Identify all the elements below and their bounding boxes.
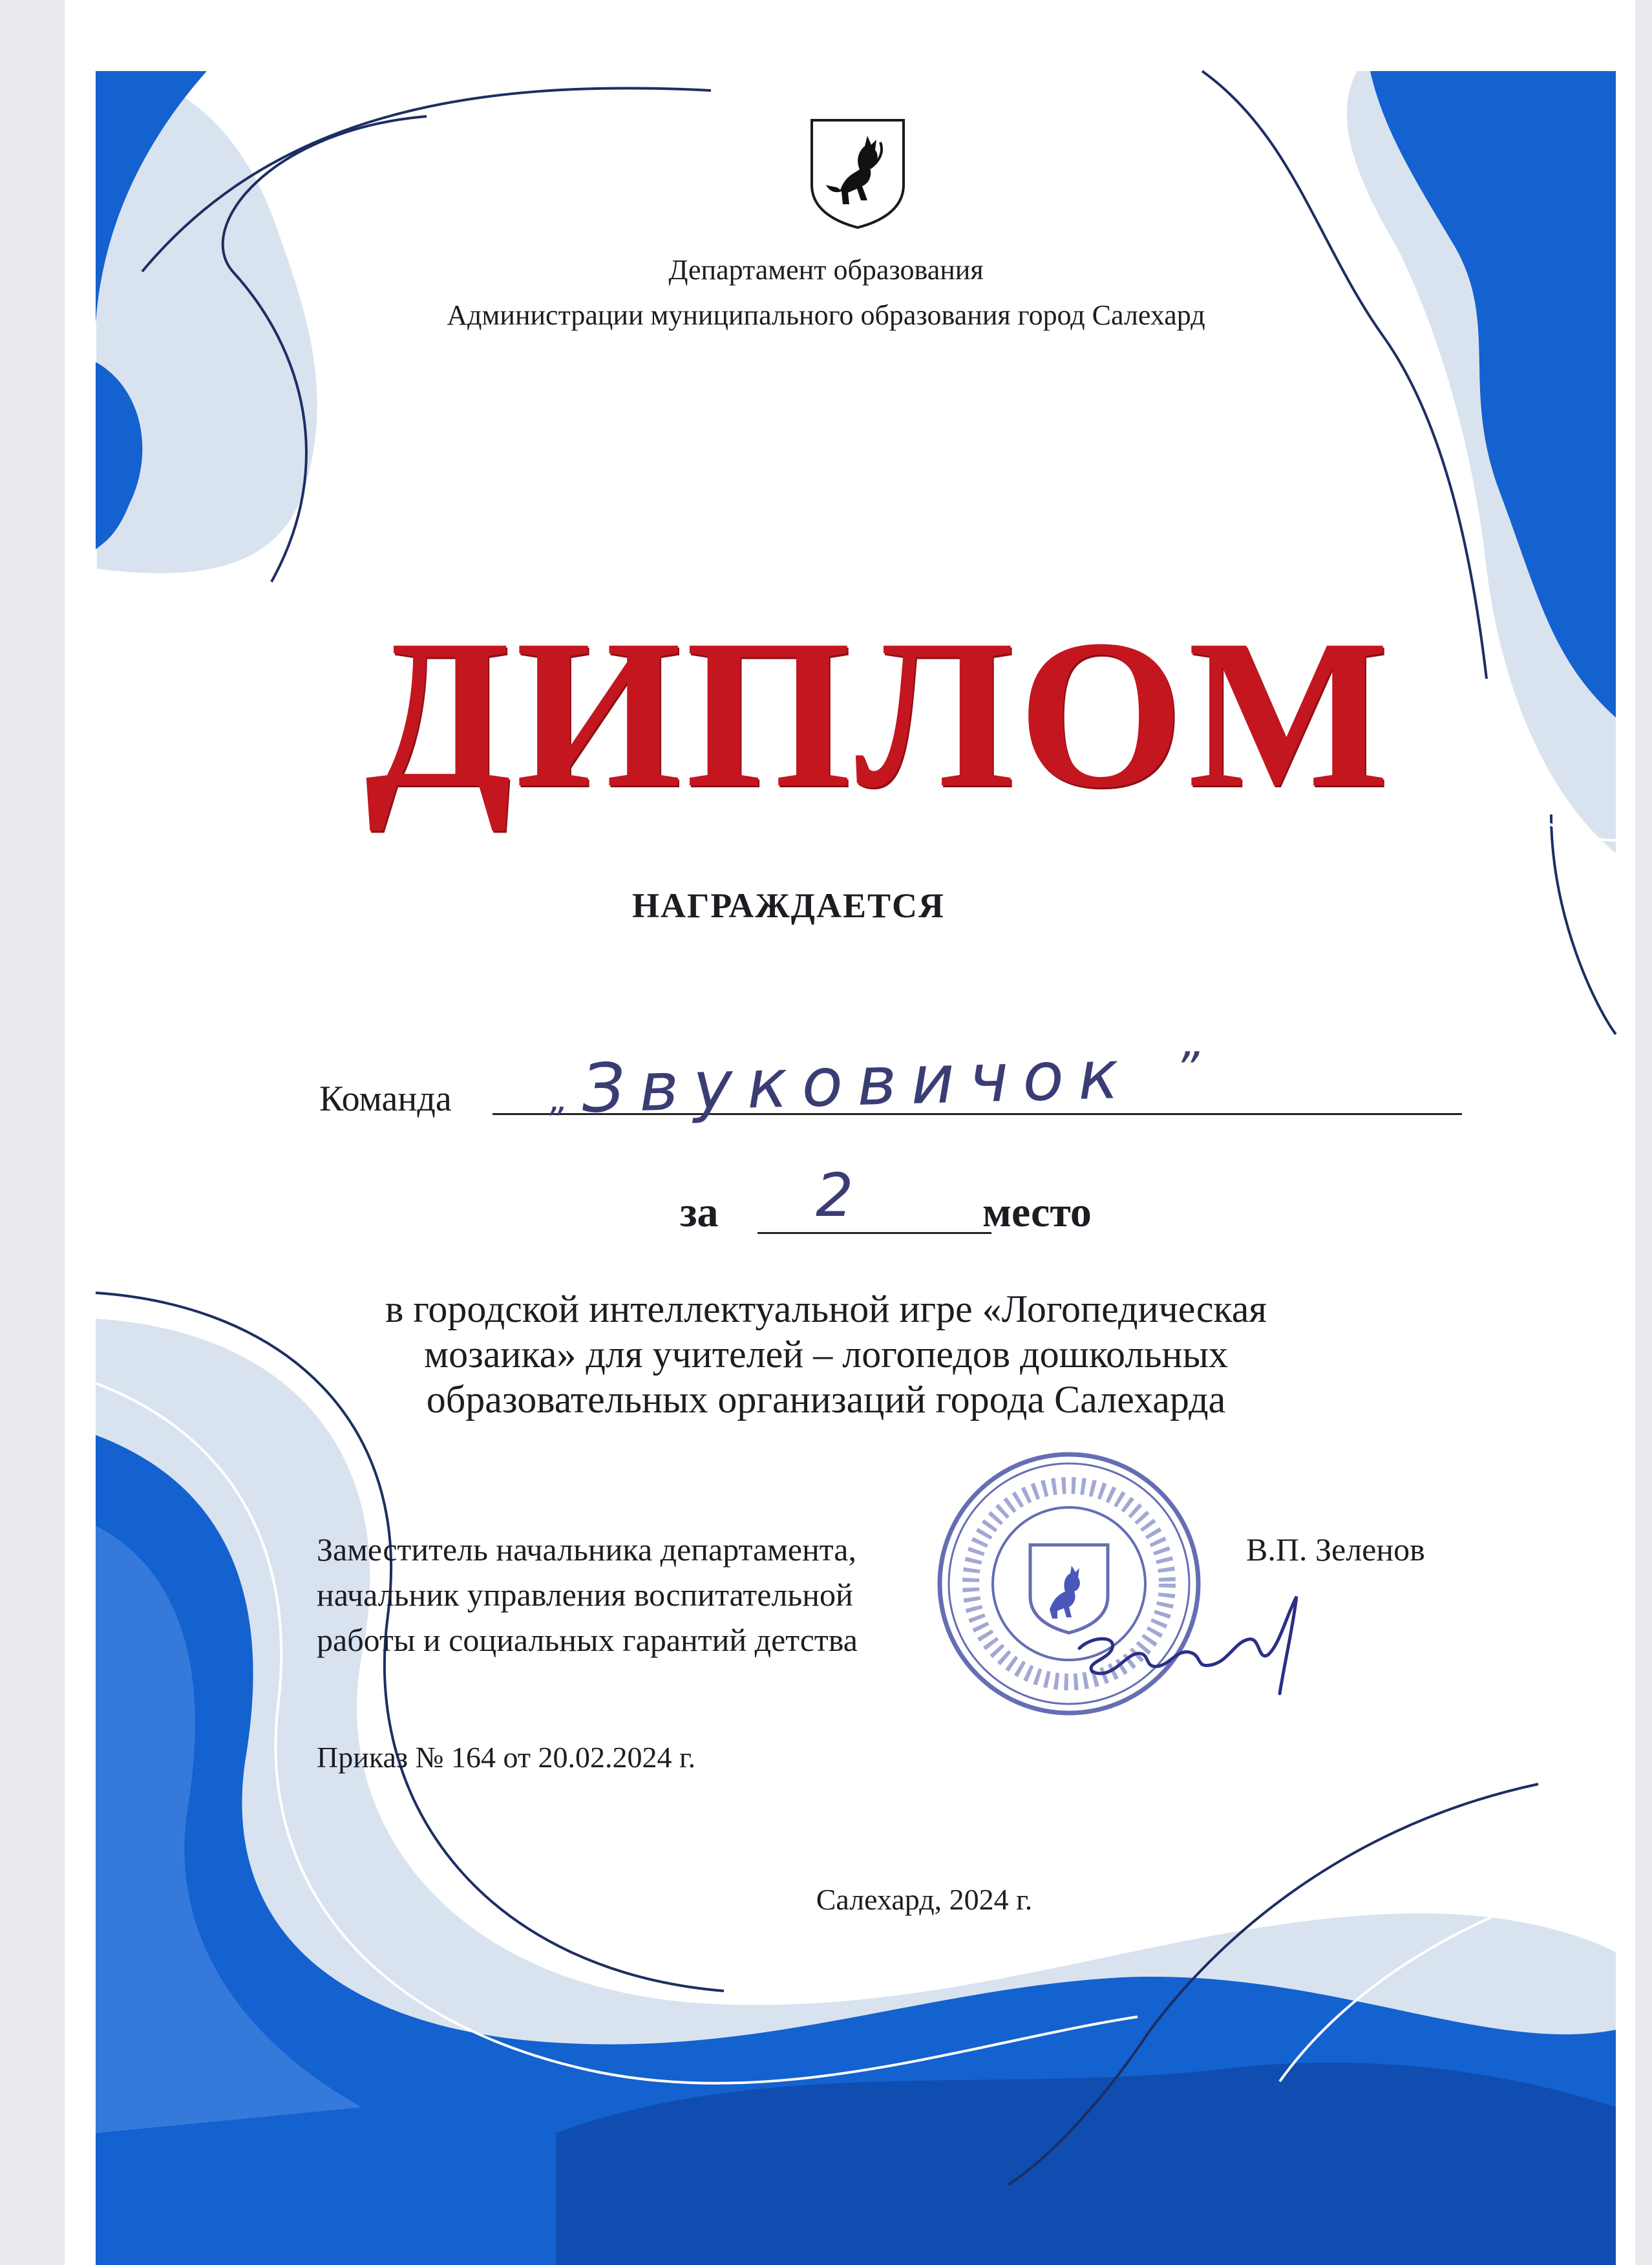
signatory-name: В.П. Зеленов (1246, 1531, 1425, 1568)
place-prefix: за (680, 1189, 719, 1236)
order-reference: Приказ № 164 от 20.02.2024 г. (317, 1741, 696, 1774)
team-quote-close: ” (1175, 1042, 1200, 1096)
competition-description (0, 1286, 1652, 1422)
place-and-year: Салехард, 2024 г. (816, 1883, 1033, 1916)
coat-of-arms-fox-icon (800, 114, 915, 229)
handwritten-signature-icon (1066, 1577, 1312, 1707)
signatory-role-line: Заместитель начальника департамента, (317, 1531, 856, 1568)
place-suffix: место (982, 1189, 1092, 1236)
awarded-label: НАГРАЖДАЕТСЯ (631, 886, 945, 925)
description-text: в городской интеллектуальной игре «Логопедическая мозаика» для учителей – логопедов дошкольных образовательных организаций города Салехарда (385, 1288, 1267, 1421)
administration-name: Администрации муниципального образования город Салехард (447, 299, 1205, 331)
team-quote-open: „ (549, 1078, 569, 1120)
signatory-role-line: работы и социальных гарантий детства (317, 1622, 858, 1658)
team-label: Команда (319, 1079, 452, 1119)
place-value-handwritten: 2 (816, 1161, 854, 1230)
team-name-handwritten: Звуковичок (580, 1034, 1134, 1129)
diploma-title: ДИПЛОМ (365, 596, 1393, 832)
department-name: Департамент образования (668, 254, 984, 286)
place-fill-line (757, 1232, 991, 1234)
signatory-role-line: начальник управления воспитательной (317, 1577, 853, 1613)
